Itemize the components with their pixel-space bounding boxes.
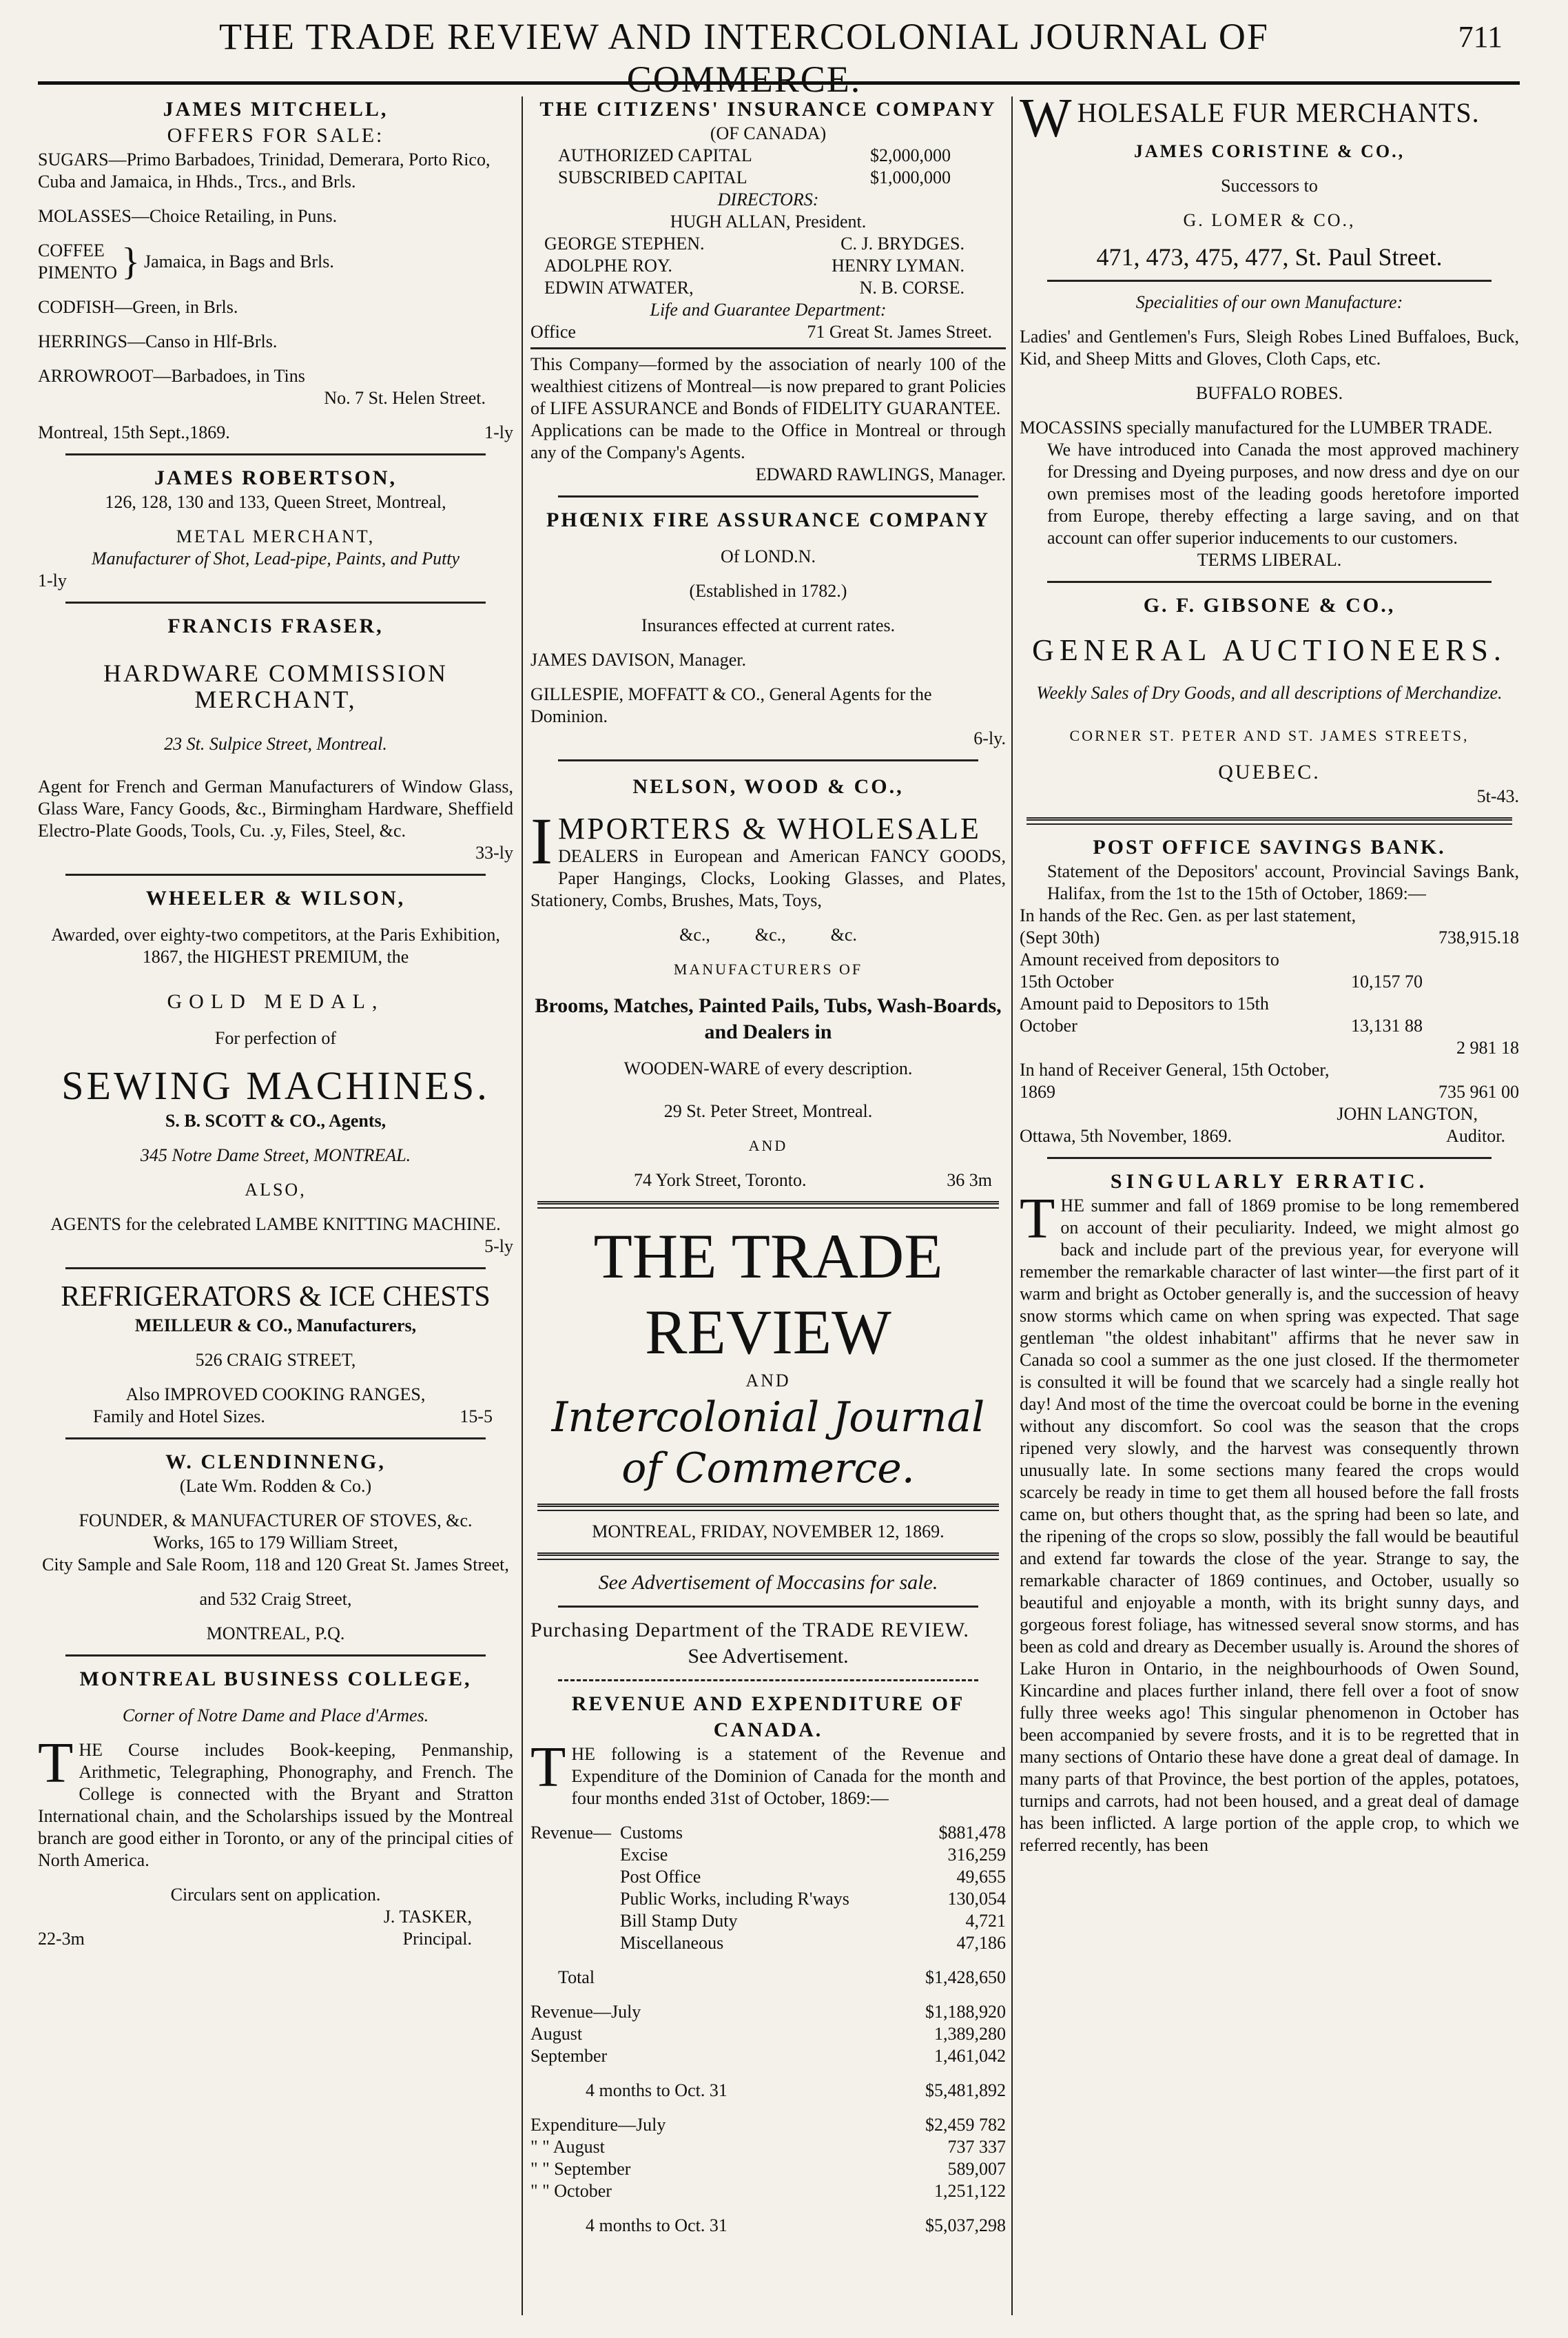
- ad-address: 126, 128, 130 and 133, Queen Street, Montreal,: [105, 492, 446, 512]
- director: EDWIN ATWATER,: [544, 278, 694, 298]
- ad-line: (Late Wm. Rodden & Co.): [179, 1476, 372, 1496]
- ad-trade: METAL MERCHANT,: [176, 526, 375, 546]
- ad-headline: GENERAL AUCTIONEERS.: [1032, 633, 1507, 667]
- ad-body: This Company—formed by the association of nearly 100 of the wealthiest citizens of Montreal—is now prepared to grant Policies of LIFE ASSURANCE and Bonds of FIDELITY GUARANTEE.: [530, 354, 1006, 418]
- account-label: In hands of the Rec. Gen. as per last statement, (Sept 30th): [1020, 905, 1356, 947]
- page-number: 711: [1458, 20, 1503, 54]
- ad-headline: HOLESALE FUR MERCHANTS.: [1077, 97, 1480, 128]
- separator: [1047, 280, 1492, 282]
- article-singularly-erratic: [1020, 1169, 1519, 1856]
- ad-line: Also IMPROVED COOKING RANGES,: [125, 1384, 426, 1404]
- row-value: 130,054: [947, 1889, 1006, 1909]
- masthead-subtitle: Intercolonial Journal of Commerce.: [551, 1393, 985, 1493]
- row-value: $2,459 782: [925, 2115, 1006, 2135]
- ad-address: No. 7 St. Helen Street.: [324, 388, 486, 408]
- ad-line: JAMES DAVISON, Manager.: [530, 650, 746, 670]
- ad-phoenix-fire: [530, 507, 1006, 750]
- ad-headline: REFRIGERATORS & ICE CHESTS: [61, 1281, 491, 1313]
- notices: [530, 1570, 1006, 1681]
- ad-wheeler-wilson: [38, 885, 513, 1258]
- ad-row: [530, 321, 1006, 343]
- ad-address: 74 York Street, Toronto.: [634, 1170, 807, 1190]
- article-savings-bank: [1020, 834, 1519, 1147]
- ad-address: CORNER ST. PETER AND ST. JAMES STREETS,: [1069, 727, 1469, 744]
- ad-line: CODFISH—Green, in Brls.: [38, 297, 238, 317]
- column-left: [38, 96, 513, 2315]
- row-label: Miscellaneous: [620, 1933, 724, 1953]
- ad-refrigerators: [38, 1279, 513, 1428]
- account-label: Amount received from depositors to 15th October: [1020, 950, 1279, 992]
- row-label: Post Office: [620, 1867, 701, 1887]
- ad-code: 36 3m: [947, 1170, 992, 1190]
- ad-line: Insurances effected at current rates.: [641, 615, 896, 635]
- ad-text: DEALERS in European and American FANCY GOODS, Paper Hangings, Clocks, Looking Glasses, and Plates, Stationery, Combs, Brushes, Mats, Toys,: [530, 846, 1006, 910]
- separator: [65, 453, 486, 455]
- ad-line: and 532 Craig Street,: [199, 1589, 352, 1609]
- ad-label: SUBSCRIBED CAPITAL: [558, 167, 747, 187]
- article-title: REVENUE AND EXPENDITURE OF CANADA.: [571, 1692, 965, 1741]
- separator: [65, 602, 486, 604]
- ad-desc: Awarded, over eighty-two competitors, at the Paris Exhibition, 1867, the HIGHEST PREMIUM, the: [51, 925, 500, 967]
- account-row: [1020, 905, 1519, 949]
- ad-value: $2,000,000: [870, 145, 951, 165]
- account-row: [1020, 1059, 1519, 1103]
- ad-address: 23 St. Sulpice Street, Montreal.: [164, 734, 387, 754]
- monthly-revenue-table: [530, 2001, 1006, 2067]
- ad-code: 22-3m: [38, 1929, 85, 1949]
- ad-code: 1-ly: [38, 571, 67, 591]
- ad-desc: Agent for French and German Manufacturers of Window Glass, Glass Ware, Fancy Goods, &c., Birmingham Hardware, Sheffield Electro-Plate Goods, Tools, Cu. .y, Files, Steel, &c.: [38, 777, 513, 841]
- table-row: [530, 1844, 1006, 1866]
- ad-title: FOUNDER, & MANUFACTURER OF STOVES, &c.: [79, 1510, 473, 1530]
- row-label: Expenditure—July: [530, 2115, 666, 2135]
- total-label: 4 months to Oct. 31: [586, 2080, 728, 2100]
- ad-city: QUEBEC.: [1218, 761, 1321, 783]
- row-value: 737 337: [947, 2137, 1006, 2157]
- ad-line: Corner of Notre Dame and Place d'Armes.: [122, 1705, 429, 1725]
- ad-line: [38, 240, 513, 284]
- article-revenue: [530, 1691, 1006, 2237]
- row-value: 4,721: [965, 1911, 1006, 1931]
- drop-cap: T: [530, 1735, 566, 1799]
- ad-maker: MEILLEUR & CO., Manufacturers,: [134, 1315, 417, 1335]
- ad-line: GILLESPIE, MOFFATT & CO., General Agents for the Dominion.: [530, 684, 932, 726]
- ad-james-robertson: [38, 465, 513, 592]
- notice-line: See Advertisement.: [688, 1645, 849, 1668]
- row-value: $1,188,920: [925, 2002, 1006, 2022]
- article-title: SINGULARLY ERRATIC.: [1110, 1170, 1429, 1193]
- ad-line: City Sample and Sale Room, 118 and 120 Great St. James Street,: [42, 1555, 509, 1575]
- advertiser-name: G. F. GIBSONE & CO.,: [1143, 594, 1396, 617]
- ad-line: (Established in 1782.): [689, 581, 847, 601]
- ad-line: AGENTS for the celebrated LAMBE KNITTING MACHINE.: [50, 1214, 501, 1234]
- ad-body: We have introduced into Canada the most approved machinery for Dressing and Dyeing purposes, and now dress and dye on our own premises most of the leading goods heretofore imported from Europe, thereby effecting a large saving, and on that account can offer superior inducements to our customers.: [1047, 440, 1519, 548]
- masthead: [530, 1218, 1006, 1560]
- ad-code: 1-ly: [484, 422, 513, 442]
- row-label: August: [530, 2024, 583, 2044]
- advertiser-name: NELSON, WOOD & CO.,: [632, 775, 904, 798]
- ad-title: HARDWARE COMMISSION MERCHANT,: [103, 659, 448, 713]
- separator: [558, 1679, 978, 1681]
- ad-line: Of LOND.N.: [721, 546, 816, 566]
- ad-signer: J. TASKER,: [383, 1907, 472, 1927]
- article-place: Ottawa, 5th November, 1869.: [1020, 1126, 1232, 1146]
- advertiser-name: JAMES MITCHELL,: [163, 98, 389, 121]
- ad-body: [38, 1731, 513, 1872]
- separator: [65, 1654, 486, 1657]
- ad-line: MONTREAL, P.Q.: [206, 1623, 345, 1643]
- ad-row: [530, 277, 1006, 299]
- ad-line: Brooms, Matches, Painted Pails, Tubs, Wash-Boards, and Dealers in: [535, 994, 1002, 1043]
- total-value: $5,037,298: [925, 2215, 1006, 2235]
- ad-line: ARROWROOT—Barbadoes, in Tins: [38, 366, 305, 386]
- row-value: 1,251,122: [934, 2181, 1006, 2201]
- ad-value: $1,000,000: [870, 167, 951, 187]
- article-signer: JOHN LANGTON,: [1337, 1104, 1478, 1124]
- row-label: September: [530, 2046, 608, 2066]
- header-rule: [38, 81, 1520, 85]
- ad-medal: GOLD MEDAL,: [167, 990, 384, 1013]
- ad-business-college: [38, 1666, 513, 1950]
- ad-footer: [530, 1169, 1006, 1191]
- ad-value: 71 Great St. James Street.: [807, 322, 992, 342]
- ad-item-desc: Jamaica, in Bags and Brls.: [143, 252, 334, 271]
- ad-wholesale-fur: [1020, 96, 1519, 571]
- separator: [1027, 817, 1512, 825]
- row-label: Excise: [620, 1845, 668, 1865]
- notice-line: See Advertisement of Moccasins for sale.: [598, 1571, 938, 1594]
- ad-line: HERRINGS—Canso in Hlf-Brls.: [38, 331, 278, 351]
- ad-line: G. LOMER & CO.,: [1183, 210, 1356, 230]
- column-divider: [522, 96, 523, 2315]
- ad-headline: MPORTERS & WHOLESALE: [557, 812, 981, 845]
- ad-line: Family and Hotel Sizes.: [93, 1406, 265, 1426]
- row-value: 589,007: [947, 2159, 1006, 2179]
- ad-label: Office: [530, 322, 576, 342]
- account-row: [1020, 949, 1519, 993]
- article-text: Statement of the Depositors' account, Provincial Savings Bank, Halifax, from the 1st to the 15th of October, 1869:—: [1047, 861, 1519, 903]
- separator: [558, 759, 978, 761]
- ad-heading: Life and Guarantee Department:: [650, 300, 887, 320]
- account-row: [1020, 993, 1519, 1037]
- row-label: " " October: [530, 2181, 612, 2201]
- article-text: HE summer and fall of 1869 promise to be long remembered on account of their peculiarity. Indeed, we might almost go back and include part of the previous year, for everyone will remember the remarkable character of last winter—the first part of it warm and bright as October generally is, and the succession of heavy snow storms which came on when spring was expected. That sage gentleman "the oldest inhabitant" affirms that he never saw in Canada so cool a summer as the one just closed. If the thermometer is consulted it will be found that we scarcely had a single really hot day! And most of the time the overcoat could be borne in the evening without any discomfort. So cool was the season that the crops ripened very slowly, and the harvest was consequently thrown unusually late. In some sections many feared the crops would scarcely be ready in time to get them all housed before the fall frosts came on, but others thought that, as the spring had been so late, and the ripening of the crops so slow, possibly the fall would be beautiful and extend far towards the close of the year. Strange to say, the remarkable character of 1869 continues, and October, usually so beautiful and enjoyable a month, with its bright sunny days, and gorgeous forest foliage, has witnessed several snow storms, and has been as cold and dreary as December usually is. Around the shores of Lake Huron in Ontario, in the neighbourhoods of Owen Sound, Kincardine and places further inland, there fell over a foot of snow fully three weeks ago! This singular phenomenon in October has been accompanied by severe frosts, and it is to be regretted that in many sections of Ontario these have done a great deal of damage. In many parts of that Province, the best portion of the apples, potatoes, turnips and carrots, had not been housed, and a great deal of damage has been inflicted. A large portion of the apple crop, to which we referred recently, has been: [1020, 1196, 1519, 1855]
- article-text: HE following is a statement of the Revenue and Expenditure of the Dominion of Canada for the month and four months ended 31st of October, 1869:—: [571, 1744, 1006, 1808]
- row-value: $881,478: [938, 1823, 1006, 1843]
- row-value: 1,389,280: [934, 2024, 1006, 2044]
- ad-line: SUGARS—Primo Barbadoes, Trinidad, Demerara, Porto Rico, Cuba and Jamaica, in Hhds., Trcs., and Brls.: [38, 150, 491, 192]
- ad-clendinneng: [38, 1449, 513, 1645]
- row-label: " " September: [530, 2159, 631, 2179]
- drop-cap: I: [530, 804, 553, 878]
- table-row: [530, 1910, 1006, 1932]
- ad-code: 15-5: [460, 1406, 493, 1426]
- masthead-and: AND: [745, 1371, 791, 1391]
- ad-address: 29 St. Peter Street, Montreal.: [663, 1101, 873, 1121]
- total-label: Total: [558, 1967, 595, 1987]
- expenditure-table: [530, 2114, 1006, 2202]
- row-label: Customs: [620, 1823, 683, 1843]
- ad-item: COFFEE: [38, 240, 105, 260]
- ad-citizens-insurance: [530, 96, 1006, 486]
- total-row: [530, 1967, 1006, 1989]
- table-row: [530, 1932, 1006, 1954]
- account-label: In hand of Receiver General, 15th October, 1869: [1020, 1060, 1330, 1102]
- row-label: " " August: [530, 2137, 605, 2157]
- ad-body: Applications can be made to the Office in Montreal or through any of the Company's Agents.: [530, 420, 1006, 462]
- total-row: [530, 2080, 1006, 2102]
- ad-code: 6-ly.: [973, 728, 1006, 748]
- advertiser-name: WHEELER & WILSON,: [145, 887, 406, 910]
- table-row: [530, 2136, 1006, 2158]
- separator: [558, 1606, 978, 1608]
- separator: [558, 495, 978, 498]
- advertiser-name: THE CITIZENS' INSURANCE COMPANY: [539, 98, 997, 121]
- account-value: 735 961 00: [1438, 1082, 1519, 1102]
- advertiser-name: MONTREAL BUSINESS COLLEGE,: [79, 1668, 472, 1690]
- ad-line: For perfection of: [214, 1028, 337, 1048]
- ad-text: HE Course includes Book-keeping, Penmanship, Arithmetic, Telegraphing, Phonography, and French. The College is connected with the Bryant and Stratton International chain, and the Scholarships issued by the Montreal branch are good either in Toronto, or any of the principal cities of North America.: [38, 1740, 513, 1870]
- row-value: 316,259: [947, 1845, 1006, 1865]
- ad-code: 5-ly: [484, 1236, 513, 1256]
- table-row: [530, 2158, 1006, 2180]
- ad-date: Montreal, 15th Sept.,1869.: [38, 422, 230, 442]
- ad-line: Weekly Sales of Dry Goods, and all descriptions of Merchandize.: [1036, 683, 1503, 703]
- page-header: [0, 15, 1568, 100]
- revenue-label: Revenue—: [530, 1823, 611, 1843]
- ad-address: 345 Notre Dame Street, MONTREAL.: [140, 1145, 411, 1165]
- drop-cap: W: [1020, 96, 1072, 149]
- ad-body: [530, 804, 1006, 912]
- ad-heading: Specialities of our own Manufacture:: [1135, 292, 1403, 312]
- ad-line: ALSO,: [245, 1180, 307, 1200]
- ad-line: WOODEN-WARE of every description.: [623, 1058, 913, 1078]
- column-right: [1020, 96, 1519, 2315]
- ad-line: Works, 165 to 179 William Street,: [153, 1532, 398, 1552]
- account-value: 738,915.18: [1438, 927, 1519, 947]
- ad-heading: MANUFACTURERS OF: [673, 961, 863, 978]
- row-label: Revenue—July: [530, 2002, 641, 2022]
- total-value: $1,428,650: [925, 1967, 1006, 1987]
- ad-line: AND: [748, 1137, 788, 1154]
- ad-row: [530, 167, 1006, 189]
- director: ADOLPHE ROY.: [544, 256, 672, 276]
- ad-address: 471, 473, 475, 477, St. Paul Street.: [1096, 243, 1443, 271]
- separator: [530, 347, 1006, 349]
- drop-cap: T: [1020, 1187, 1055, 1251]
- separator: [65, 1437, 486, 1439]
- ad-row: [530, 255, 1006, 277]
- ad-nelson-wood: [530, 774, 1006, 1191]
- ad-james-mitchell: [38, 96, 513, 444]
- article-title: POST OFFICE SAVINGS BANK.: [1093, 836, 1446, 859]
- advertiser-name: PHŒNIX FIRE ASSURANCE COMPANY: [546, 509, 990, 531]
- separator: [1047, 581, 1492, 583]
- row-label: Bill Stamp Duty: [620, 1911, 738, 1931]
- table-row: [530, 2001, 1006, 2023]
- column-divider: [1011, 96, 1013, 2315]
- row-value: 47,186: [956, 1933, 1006, 1953]
- ad-footer: [38, 1928, 513, 1950]
- separator: [537, 1201, 999, 1209]
- drop-cap: T: [38, 1731, 74, 1795]
- ad-francis-fraser: [38, 613, 513, 864]
- ad-agents: S. B. SCOTT & CO., Agents,: [165, 1111, 386, 1131]
- table-row: [530, 1866, 1006, 1888]
- separator: [537, 1552, 999, 1560]
- total-row: [530, 2215, 1006, 2237]
- ad-label: AUTHORIZED CAPITAL: [558, 145, 752, 165]
- advertiser-name: W. CLENDINNENG,: [165, 1450, 386, 1473]
- account-label: Amount paid to Depositors to 15th October: [1020, 994, 1269, 1036]
- ad-signer: EDWARD RAWLINGS, Manager.: [755, 464, 1006, 484]
- brace-glyph: }: [121, 240, 140, 283]
- ad-gibsone: [1020, 593, 1519, 808]
- advertiser-name: JAMES ROBERTSON,: [154, 466, 397, 489]
- ad-heading: DIRECTORS:: [717, 189, 819, 209]
- total-value: $5,481,892: [925, 2080, 1006, 2100]
- article-body: [1020, 1187, 1519, 1856]
- ad-line: &c., &c., &c.: [679, 925, 857, 945]
- separator: [65, 874, 486, 876]
- row-value: 49,655: [956, 1867, 1006, 1887]
- ad-line: BUFFALO ROBES.: [1195, 383, 1343, 403]
- account-value: 10,157 70: [1351, 972, 1423, 992]
- ad-line: (OF CANADA): [710, 123, 827, 143]
- ad-code: 33-ly: [475, 843, 513, 863]
- separator: [65, 1267, 486, 1269]
- row-value: 1,461,042: [934, 2046, 1006, 2066]
- ad-line: HUGH ALLAN, President.: [670, 212, 867, 232]
- table-row: [530, 2023, 1006, 2045]
- account-value: 2 981 18: [1456, 1038, 1519, 1058]
- row-label: Public Works, including R'ways: [620, 1889, 849, 1909]
- total-label: 4 months to Oct. 31: [586, 2215, 728, 2235]
- ad-footer: [38, 422, 513, 444]
- separator: [1047, 1157, 1492, 1159]
- table-row: [530, 1888, 1006, 1910]
- ad-desc: Manufacturer of Shot, Lead-pipe, Paints, and Putty: [91, 548, 460, 568]
- ad-line: TERMS LIBERAL.: [1197, 550, 1342, 570]
- column-middle: [530, 96, 1006, 2315]
- ad-code: 5t-43.: [1476, 786, 1519, 806]
- article-footer: [1020, 1125, 1519, 1147]
- ad-line: MOLASSES—Choice Retailing, in Puns.: [38, 206, 338, 226]
- ad-firm: JAMES CORISTINE & CO.,: [1133, 141, 1405, 161]
- article-role: Auditor.: [1446, 1126, 1505, 1146]
- advertiser-name: FRANCIS FRASER,: [167, 615, 384, 637]
- article-body: [530, 1735, 1006, 1809]
- director: N. B. CORSE.: [859, 278, 964, 298]
- ad-heading: OFFERS FOR SALE:: [167, 124, 384, 147]
- ad-item: PIMENTO: [38, 263, 118, 283]
- notice-line: Purchasing Department of the TRADE REVIEW.: [530, 1619, 969, 1641]
- ad-desc: Ladies' and Gentlemen's Furs, Sleigh Robes Lined Buffaloes, Buck, Kid, and Sheep Mitts and Gloves, Cloth Caps, etc.: [1020, 327, 1519, 369]
- director: C. J. BRYDGES.: [840, 234, 964, 254]
- director: HENRY LYMAN.: [832, 256, 964, 276]
- issue-date: MONTREAL, FRIDAY, NOVEMBER 12, 1869.: [592, 1521, 945, 1541]
- masthead-title: THE TRADE REVIEW: [593, 1221, 943, 1367]
- ad-line: MOCASSINS specially manufactured for the LUMBER TRADE.: [1020, 418, 1493, 438]
- separator: [537, 1504, 999, 1511]
- running-title: THE TRADE REVIEW AND INTERCOLONIAL JOURNAL OF COMMERCE.: [219, 16, 1269, 100]
- director: GEORGE STEPHEN.: [544, 234, 705, 254]
- table-row: [530, 2180, 1006, 2202]
- ad-headline: SEWING MACHINES.: [61, 1063, 490, 1108]
- table-row: [530, 2114, 1006, 2136]
- ad-role: Principal.: [402, 1929, 472, 1949]
- ad-address: 526 CRAIG STREET,: [195, 1350, 356, 1370]
- ad-row: [530, 233, 1006, 255]
- ad-row: [530, 145, 1006, 167]
- account-value: 13,131 88: [1351, 1016, 1423, 1036]
- table-row: [530, 2045, 1006, 2067]
- ad-line: Circulars sent on application.: [170, 1885, 381, 1905]
- ad-line: Successors to: [1221, 176, 1318, 196]
- ad-headline-block: [1020, 96, 1519, 149]
- ad-footer: [38, 1406, 513, 1428]
